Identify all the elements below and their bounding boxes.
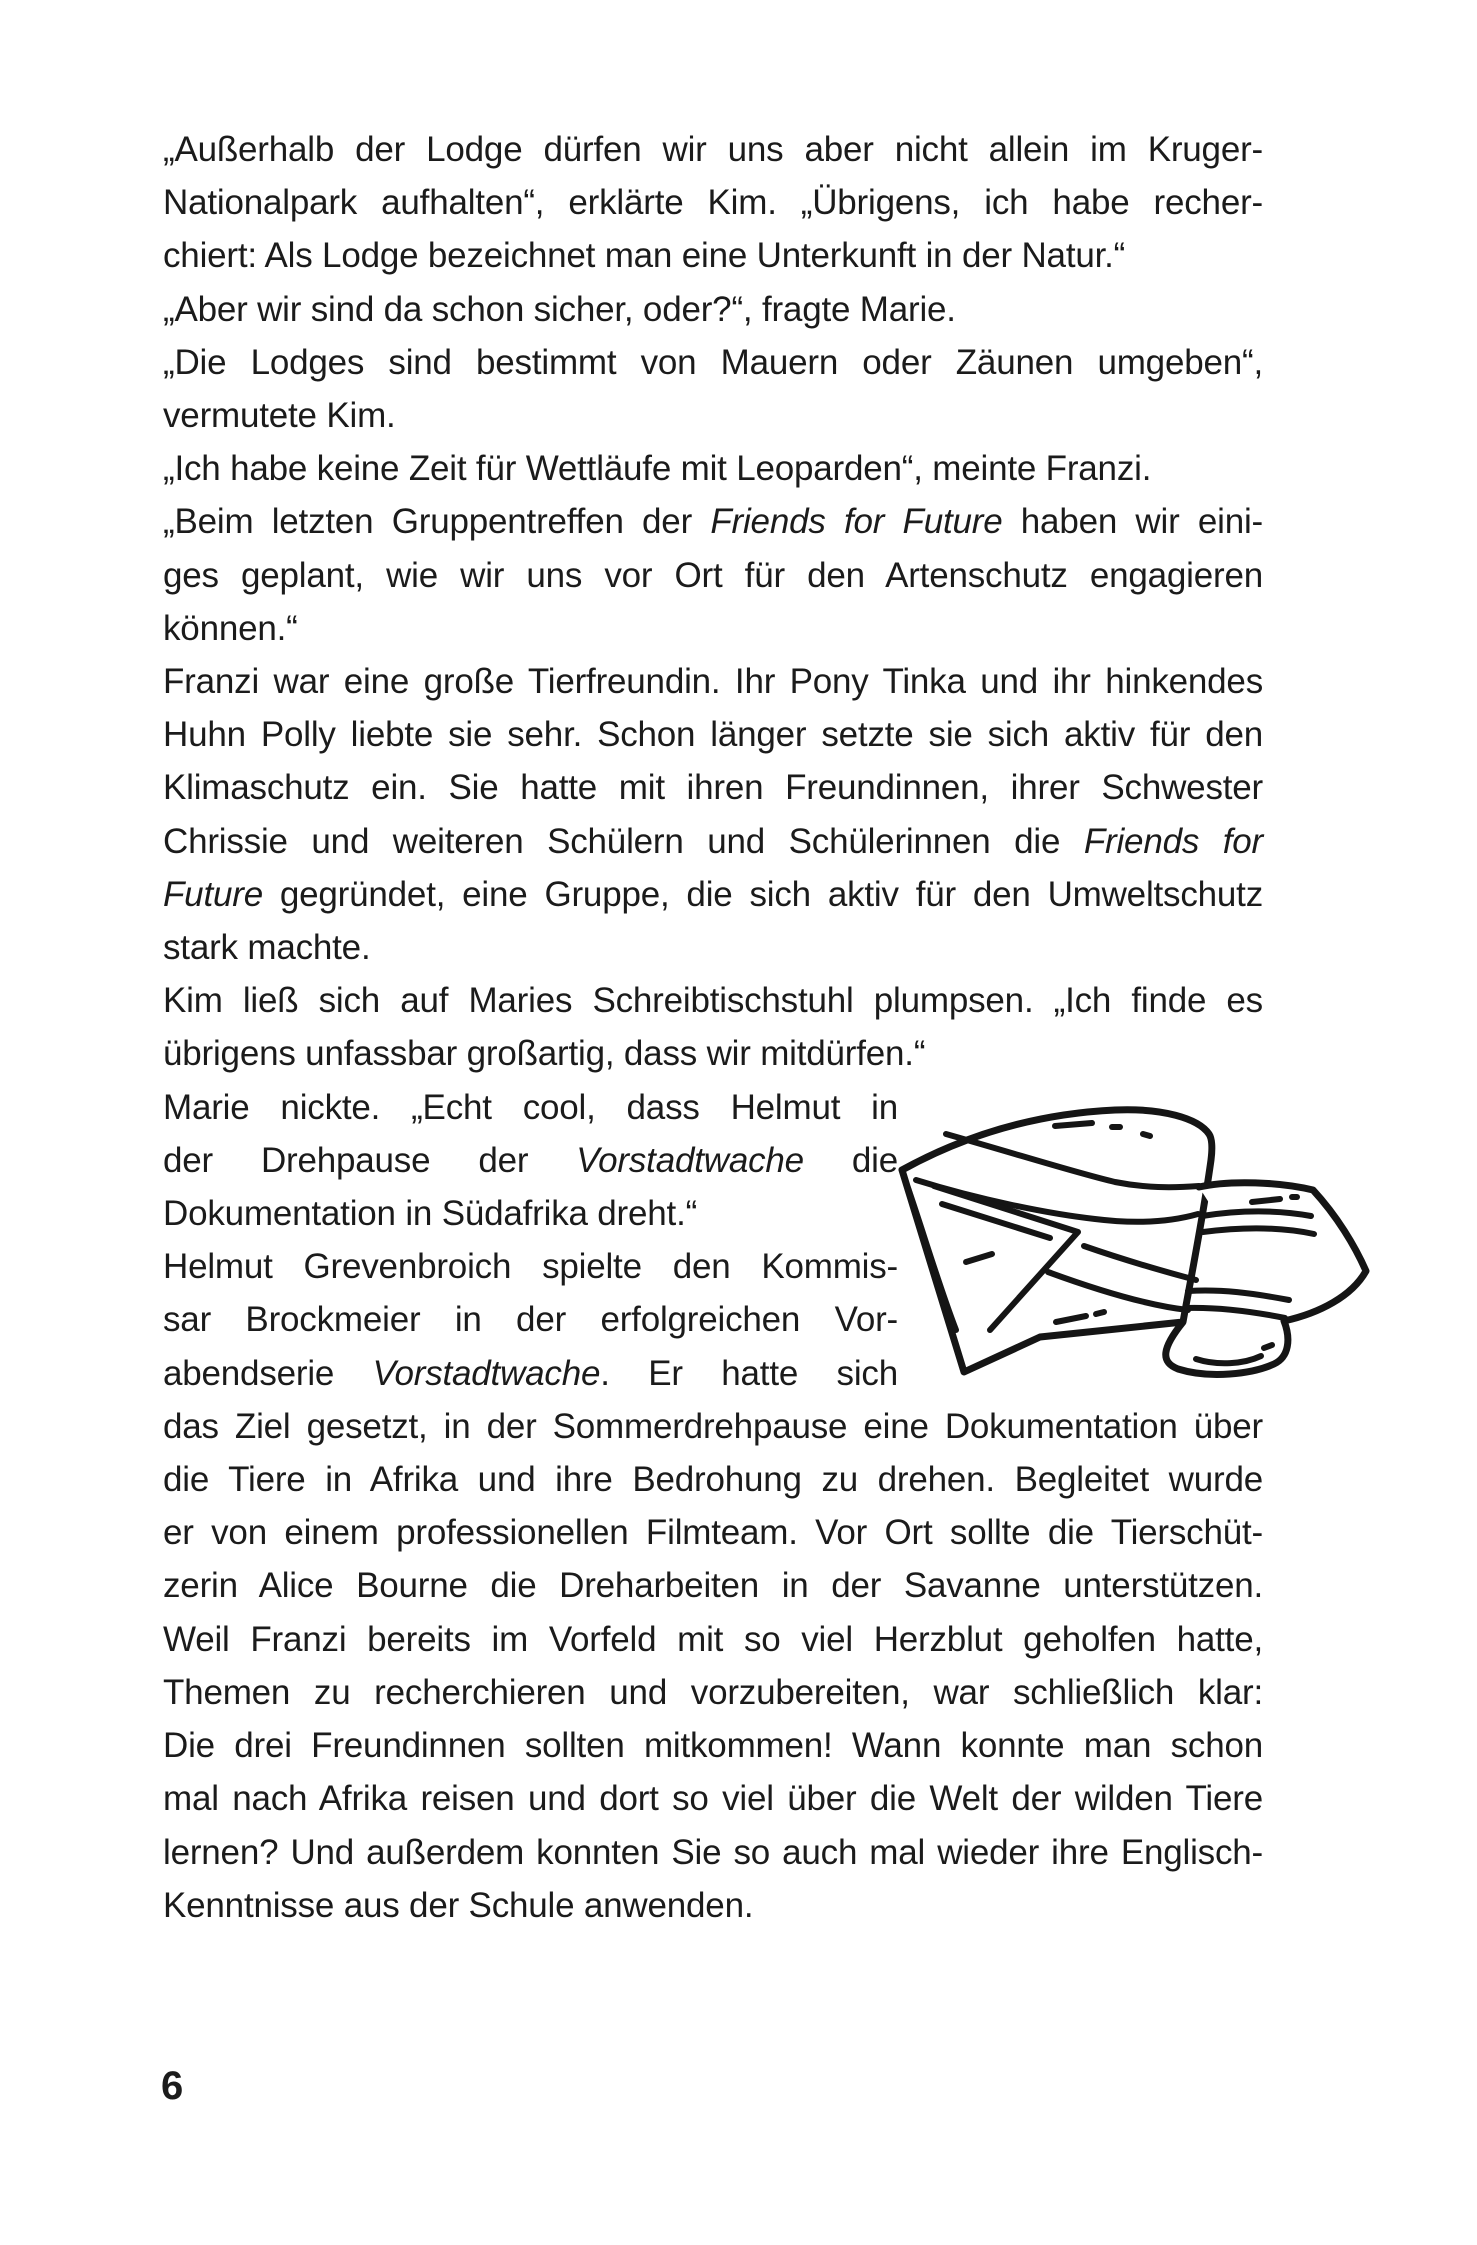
text-line <box>163 1613 1263 1666</box>
text-segment: sar Brockmeier in der erfolgreichen Vor- <box>163 1300 898 1340</box>
text-segment: mal nach Afrika reisen und dort so viel über die Welt der wilden Tiere <box>163 1779 1263 1819</box>
text-line <box>163 283 1263 336</box>
text-segment: lernen? Und außerdem konnten Sie so auch mal wieder ihre Englisch- <box>163 1832 1263 1872</box>
text-segment: „Beim letzten Gruppentreffen der <box>163 502 711 542</box>
text-segment: haben wir eini- <box>1002 502 1263 542</box>
text-line <box>163 495 1263 548</box>
text-line <box>163 655 1263 708</box>
text-segment: „Die Lodges sind bestimmt von Mauern oder Zäunen umgeben“, <box>163 342 1263 382</box>
text-segment: können.“ <box>163 608 298 648</box>
south-africa-flag-illustration <box>900 1108 1370 1378</box>
text-segment: Klimaschutz ein. Sie hatte mit ihren Freundinnen, ihrer Schwester <box>163 768 1263 808</box>
text-segment: stark machte. <box>163 928 371 968</box>
text-line <box>163 1453 1263 1506</box>
text-segment: Nationalpark aufhalten“, erklärte Kim. „Übrigens, ich habe recher- <box>163 183 1263 223</box>
text-segment: er von einem professionellen Filmteam. Vor Ort sollte die Tierschüt- <box>163 1513 1263 1553</box>
text-line <box>163 868 1263 921</box>
text-line <box>163 1027 1263 1080</box>
text-segment: das Ziel gesetzt, in der Sommerdrehpause eine Dokumentation über <box>163 1406 1263 1446</box>
text-segment: Helmut Grevenbroich spielte den Kommis- <box>163 1247 898 1287</box>
text-segment: „Außerhalb der Lodge dürfen wir uns aber nicht allein im Kruger- <box>163 130 1263 169</box>
text-segment: Dokumentation in Südafrika dreht.“ <box>163 1194 698 1234</box>
text-line <box>163 1879 1263 1932</box>
text-line <box>163 549 1263 602</box>
text-line <box>163 1719 1263 1772</box>
text-segment: zerin Alice Bourne die Dreharbeiten in der Savanne unterstützen. <box>163 1566 1263 1606</box>
flag-float <box>898 1081 1263 1381</box>
page-number: 6 <box>161 2064 184 2108</box>
text-segment: der Drehpause der <box>163 1140 577 1180</box>
text-segment: Themen zu recherchieren und vorzubereiten, war schließlich klar: <box>163 1672 1263 1712</box>
text-segment: gegründet, eine Gruppe, die sich aktiv für den Umweltschutz <box>262 874 1263 914</box>
text-segment: die Tiere in Afrika und ihre Bedrohung zu drehen. Begleitet wurde <box>163 1460 1263 1500</box>
text-segment: abendserie <box>163 1353 373 1393</box>
text-line <box>163 974 1263 1027</box>
text-segment: chiert: Als Lodge bezeichnet man eine Unterkunft in der Natur.“ <box>163 236 1126 276</box>
text-line <box>163 442 1263 495</box>
text-line <box>163 1826 1263 1879</box>
text-line <box>163 1772 1263 1825</box>
text-segment: Kim ließ sich auf Maries Schreibtischstuhl plumpsen. „Ich finde es <box>163 981 1263 1021</box>
text-line <box>163 921 1263 974</box>
italic-text-segment: Friends for <box>1083 821 1263 861</box>
text-line <box>163 1559 1263 1612</box>
text-segment: vermutete Kim. <box>163 396 396 436</box>
text-line <box>163 761 1263 814</box>
text-line <box>163 708 1263 761</box>
text-segment: „Ich habe keine Zeit für Wettläufe mit Leoparden“, meinte Franzi. <box>163 449 1152 489</box>
italic-text-segment: Vorstadtwache <box>576 1140 804 1180</box>
text-line <box>163 176 1263 229</box>
italic-text-segment: Future <box>163 874 263 914</box>
text-segment: Die drei Freundinnen sollten mitkommen! Wann konnte man schon <box>163 1726 1263 1766</box>
text-line <box>163 602 1263 655</box>
italic-text-segment: Friends for Future <box>710 502 1003 542</box>
text-segment: ges geplant, wie wir uns vor Ort für den Artenschutz engagieren <box>163 555 1263 595</box>
text-segment: Franzi war eine große Tierfreundin. Ihr Pony Tinka und ihr hinkendes <box>163 662 1263 702</box>
text-line <box>163 815 1263 868</box>
text-segment: übrigens unfassbar großartig, dass wir mitdürfen.“ <box>163 1034 926 1074</box>
text-block <box>163 123 1263 1932</box>
text-segment: Huhn Polly liebte sie sehr. Schon länger setzte sie sich aktiv für den <box>163 715 1263 755</box>
text-line <box>163 123 1263 176</box>
text-line <box>163 389 1263 442</box>
italic-text-segment: Vorstadtwache <box>372 1353 601 1393</box>
text-line <box>163 1666 1263 1719</box>
text-segment: „Aber wir sind da schon sicher, oder?“, fragte Marie. <box>163 289 956 329</box>
text-line <box>163 1506 1263 1559</box>
text-segment: Weil Franzi bereits im Vorfeld mit so viel Herzblut geholfen hatte, <box>163 1619 1263 1659</box>
text-line <box>163 229 1263 282</box>
text-segment: Marie nickte. „Echt cool, dass Helmut in <box>163 1087 898 1127</box>
text-line <box>163 336 1263 389</box>
text-line <box>163 1400 1263 1453</box>
text-segment: Kenntnisse aus der Schule anwenden. <box>163 1885 754 1925</box>
text-segment: . Er hatte sich <box>600 1353 899 1393</box>
text-segment: Chrissie und weiteren Schülern und Schülerinnen die <box>163 821 1084 861</box>
text-segment: die <box>803 1140 898 1180</box>
